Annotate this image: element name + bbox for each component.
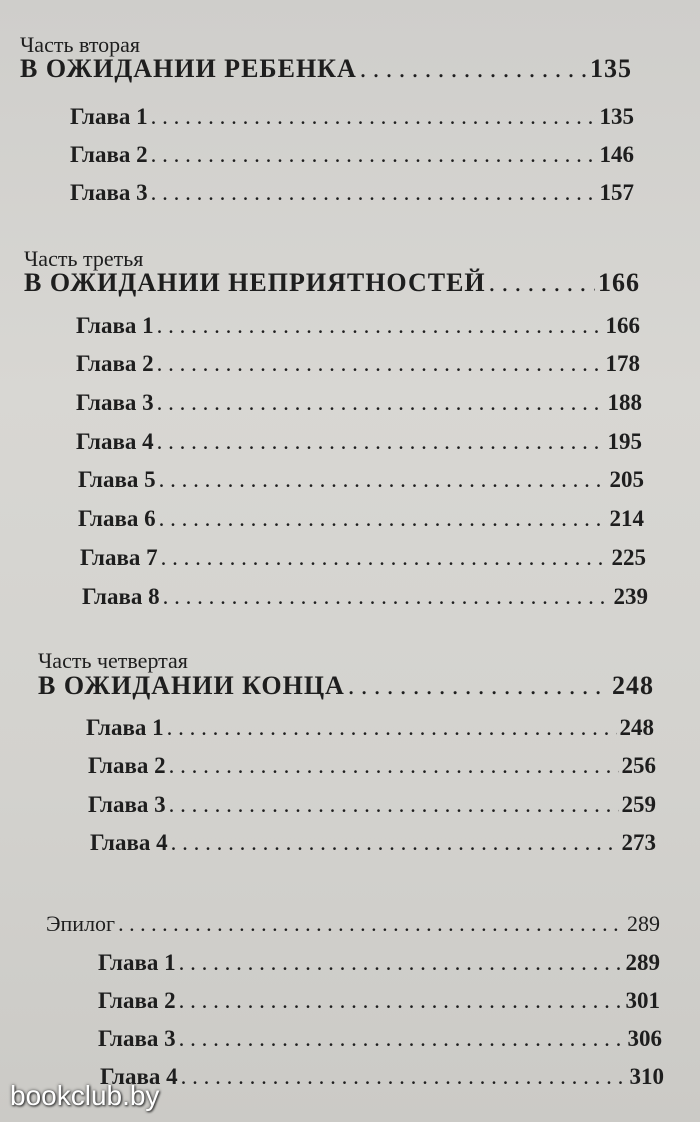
page-number: 289 bbox=[627, 911, 660, 936]
leader-dots bbox=[161, 545, 609, 571]
toc-part-title[interactable] bbox=[20, 54, 632, 84]
toc-chapter[interactable] bbox=[98, 1026, 662, 1052]
part-label: Часть третья bbox=[24, 246, 144, 271]
toc-chapter[interactable] bbox=[98, 988, 660, 1014]
page-number: 248 bbox=[612, 671, 654, 700]
toc-chapter[interactable] bbox=[70, 104, 634, 130]
page-number: 248 bbox=[619, 715, 654, 740]
chapter-label: Глава 5 bbox=[78, 467, 156, 492]
part-title: В ОЖИДАНИИ КОНЦА bbox=[38, 671, 345, 700]
chapter-label: Глава 3 bbox=[76, 390, 154, 415]
leader-dots bbox=[348, 671, 609, 701]
toc-chapter[interactable] bbox=[76, 429, 642, 455]
toc-chapter[interactable] bbox=[88, 753, 656, 779]
chapter-label: Глава 1 bbox=[70, 104, 148, 129]
part-title: В ОЖИДАНИИ РЕБЕНКА bbox=[20, 54, 357, 83]
chapter-label: Глава 2 bbox=[70, 142, 148, 167]
chapter-label: Глава 4 bbox=[100, 1064, 178, 1089]
page-number: 188 bbox=[607, 390, 642, 415]
chapter-label: Глава 6 bbox=[78, 506, 156, 531]
watermark-text: bookclub.by bbox=[10, 1080, 160, 1111]
leader-dots bbox=[181, 1064, 627, 1090]
toc-chapter[interactable] bbox=[98, 950, 660, 976]
leader-dots bbox=[171, 830, 619, 856]
page-number: 239 bbox=[613, 584, 648, 609]
leader-dots bbox=[169, 792, 619, 818]
leader-dots bbox=[179, 988, 623, 1014]
part-title: В ОЖИДАНИИ НЕПРИЯТНОСТЕЙ bbox=[24, 268, 486, 297]
toc-epilogue[interactable] bbox=[46, 911, 660, 937]
page-number: 289 bbox=[625, 950, 660, 975]
page-number: 146 bbox=[599, 142, 634, 167]
leader-dots bbox=[151, 104, 597, 130]
toc-chapter[interactable] bbox=[90, 830, 656, 856]
toc-chapter[interactable] bbox=[78, 506, 644, 532]
leader-dots bbox=[169, 753, 619, 779]
toc-part-title[interactable] bbox=[24, 268, 640, 298]
page-number: 214 bbox=[609, 506, 644, 531]
leader-dots bbox=[151, 180, 597, 206]
leader-dots bbox=[157, 313, 603, 339]
leader-dots bbox=[360, 54, 587, 84]
chapter-label: Глава 7 bbox=[80, 545, 158, 570]
leader-dots bbox=[159, 467, 607, 493]
page-number: 301 bbox=[625, 988, 660, 1013]
toc-chapter[interactable] bbox=[76, 390, 642, 416]
leader-dots bbox=[159, 506, 607, 532]
chapter-label: Глава 2 bbox=[76, 351, 154, 376]
leader-dots bbox=[151, 142, 597, 168]
leader-dots bbox=[157, 351, 603, 377]
leader-dots bbox=[163, 584, 611, 610]
leader-dots bbox=[157, 390, 605, 416]
chapter-label: Глава 3 bbox=[70, 180, 148, 205]
toc-chapter[interactable] bbox=[76, 351, 640, 377]
page-number: 178 bbox=[605, 351, 640, 376]
part-label: Часть вторая bbox=[20, 32, 141, 57]
chapter-label: Глава 3 bbox=[88, 792, 166, 817]
chapter-label: Глава 2 bbox=[98, 988, 176, 1013]
toc-chapter[interactable] bbox=[80, 545, 646, 571]
page-number: 135 bbox=[599, 104, 634, 129]
page-number: 225 bbox=[611, 545, 646, 570]
toc-chapter[interactable] bbox=[100, 1064, 664, 1090]
toc-chapter[interactable] bbox=[78, 467, 644, 493]
toc-chapter[interactable] bbox=[82, 584, 648, 610]
leader-dots bbox=[167, 715, 617, 741]
toc-chapter[interactable] bbox=[70, 142, 634, 168]
leader-dots bbox=[179, 1026, 625, 1052]
chapter-label: Глава 1 bbox=[86, 715, 164, 740]
page-number: 166 bbox=[598, 268, 640, 297]
epilogue-label: Эпилог bbox=[46, 911, 116, 936]
toc-chapter[interactable] bbox=[88, 792, 656, 818]
leader-dots bbox=[489, 268, 595, 298]
page-number: 273 bbox=[621, 830, 656, 855]
chapter-label: Глава 4 bbox=[76, 429, 154, 454]
page-number: 256 bbox=[621, 753, 656, 778]
chapter-label: Глава 3 bbox=[98, 1026, 176, 1051]
page-number: 195 bbox=[607, 429, 642, 454]
page-number: 135 bbox=[590, 54, 632, 83]
chapter-label: Глава 1 bbox=[98, 950, 176, 975]
chapter-label: Глава 8 bbox=[82, 584, 160, 609]
toc-chapter[interactable] bbox=[86, 715, 654, 741]
chapter-label: Глава 1 bbox=[76, 313, 154, 338]
leader-dots bbox=[179, 950, 623, 976]
page-number: 310 bbox=[629, 1064, 664, 1089]
toc-part-title[interactable] bbox=[38, 671, 654, 701]
chapter-label: Глава 2 bbox=[88, 753, 166, 778]
toc-chapter[interactable] bbox=[76, 313, 640, 339]
leader-dots bbox=[118, 911, 624, 937]
leader-dots bbox=[157, 429, 605, 455]
chapter-label: Глава 4 bbox=[90, 830, 168, 855]
page-number: 157 bbox=[599, 180, 634, 205]
toc-chapter[interactable] bbox=[70, 180, 634, 206]
page-number: 166 bbox=[605, 313, 640, 338]
page-number: 259 bbox=[621, 792, 656, 817]
page-number: 205 bbox=[609, 467, 644, 492]
page-number: 306 bbox=[627, 1026, 662, 1051]
part-label: Часть четвертая bbox=[38, 648, 188, 673]
